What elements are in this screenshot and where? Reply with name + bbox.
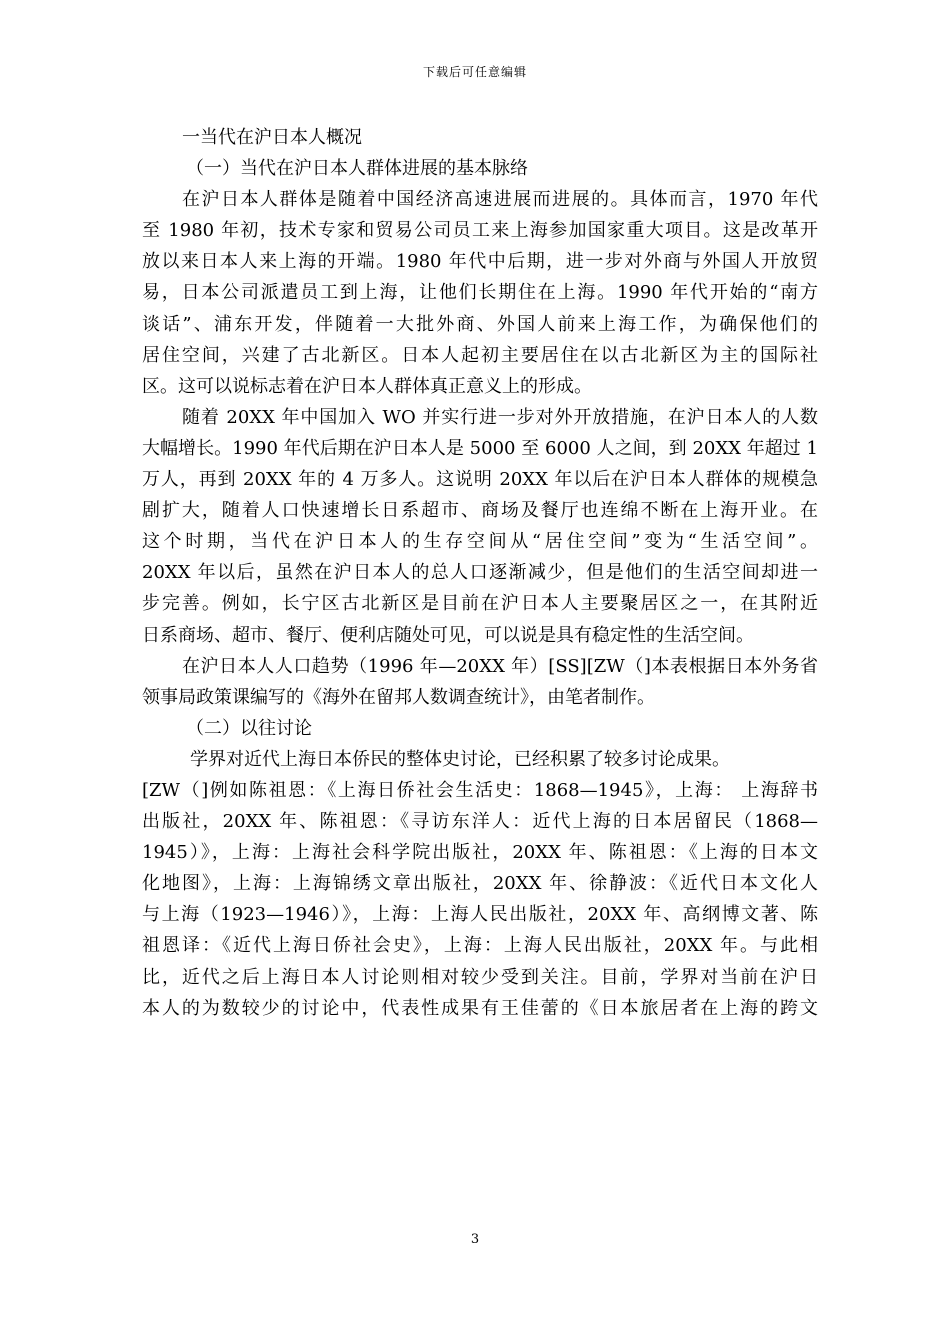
text-line: 化地图》，上海：上海锦绣文章出版社，20XX 年、徐静波：《近代日本文化人 [142, 873, 818, 895]
text-line: 易，日本公司派遣员工到上海，让他们长期住在上海。1990 年代开始的“南方 [142, 282, 818, 304]
text-line: 区。这可以说标志着在沪日本人群体真正意义上的形成。 [142, 375, 592, 397]
text-line: 至 1980 年初，技术专家和贸易公司员工来上海参加国家重大项目。这是改革开 [142, 220, 818, 242]
text-line: 学界对近代上海日本侨民的整体史讨论，已经积累了较多讨论成果。 [190, 748, 730, 770]
text-line: 在沪日本人人口趋势（1996 年—20XX 年）[SS][ZW（]本表根据日本外务省 [182, 655, 818, 677]
text-line: 步完善。例如，长宁区古北新区是目前在沪日本人主要聚居区之一，在其附近 [142, 593, 818, 615]
text-line: 万人，再到 20XX 年的 4 万多人。这说明 20XX 年以后在沪日本人群体的规模急 [142, 469, 818, 491]
page-header: 下载后可任意编辑 [422, 65, 527, 79]
text-line: 大幅增长。1990 年代后期在沪日本人是 5000 至 6000 人之间，到 20XX 年超过 1 [142, 437, 818, 459]
text-line: 1945）》，上海：上海社会科学院出版社，20XX 年、陈祖恩：《上海的日本文 [142, 842, 818, 864]
text-line: 剧扩大，随着人口快速增长日系超市、商场及餐厅也连绵不断在上海开业。在 [142, 500, 818, 522]
text-line: （一）当代在沪日本人群体进展的基本脉络 [186, 158, 528, 180]
text-line: 20XX 年以后，虽然在沪日本人的总人口逐渐减少，但是他们的生活空间却进一 [142, 562, 818, 584]
text-line: 本人的为数较少的讨论中，代表性成果有王佳蕾的《日本旅居者在上海的跨文 [142, 997, 818, 1019]
page-number: 3 [470, 1232, 480, 1247]
text-line: 随着 20XX 年中国加入 WO 并实行进一步对外开放措施，在沪日本人的人数 [182, 406, 818, 428]
text-line: 与上海（1923—1946）》，上海：上海人民出版社，20XX 年、高纲博文著、陈 [142, 904, 818, 926]
text-line: 谈话”、浦东开发，伴随着一大批外商、外国人前来上海工作，为确保他们的 [142, 313, 818, 335]
text-line: 出版社，20XX 年、陈祖恩：《寻访东洋人：近代上海的日本居留民（1868— [142, 811, 818, 833]
document-body [142, 122, 818, 1024]
text-line: （二）以往讨论 [186, 717, 312, 739]
text-line: 这个时期，当代在沪日本人的生存空间从“居住空间”变为“生活空间”。 [142, 531, 818, 553]
text-line: 日系商场、超市、餐厅、便利店随处可见，可以说是具有稳定性的生活空间。 [142, 624, 754, 646]
text-line: 在沪日本人群体是随着中国经济高速进展而进展的。具体而言，1970 年代 [182, 189, 818, 211]
text-line: [ZW（]例如陈祖恩：《上海日侨社会生活史：1868—1945》，上海： 上海辞书 [142, 779, 818, 801]
text-line: 比，近代之后上海日本人讨论则相对较少受到关注。目前，学界对当前在沪日 [142, 966, 818, 988]
text-line: 一当代在沪日本人概况 [182, 127, 362, 148]
text-line: 祖恩译：《近代上海日侨社会史》，上海：上海人民出版社，20XX 年。与此相 [142, 935, 818, 957]
text-line: 放以来日本人来上海的开端。1980 年代中后期，进一步对外商与外国人开放贸 [142, 251, 818, 273]
text-line: 居住空间，兴建了古北新区。日本人起初主要居住在以古北新区为主的国际社 [142, 344, 818, 366]
text-line: 领事局政策课编写的《海外在留邦人数调查统计》，由笔者制作。 [142, 686, 655, 708]
